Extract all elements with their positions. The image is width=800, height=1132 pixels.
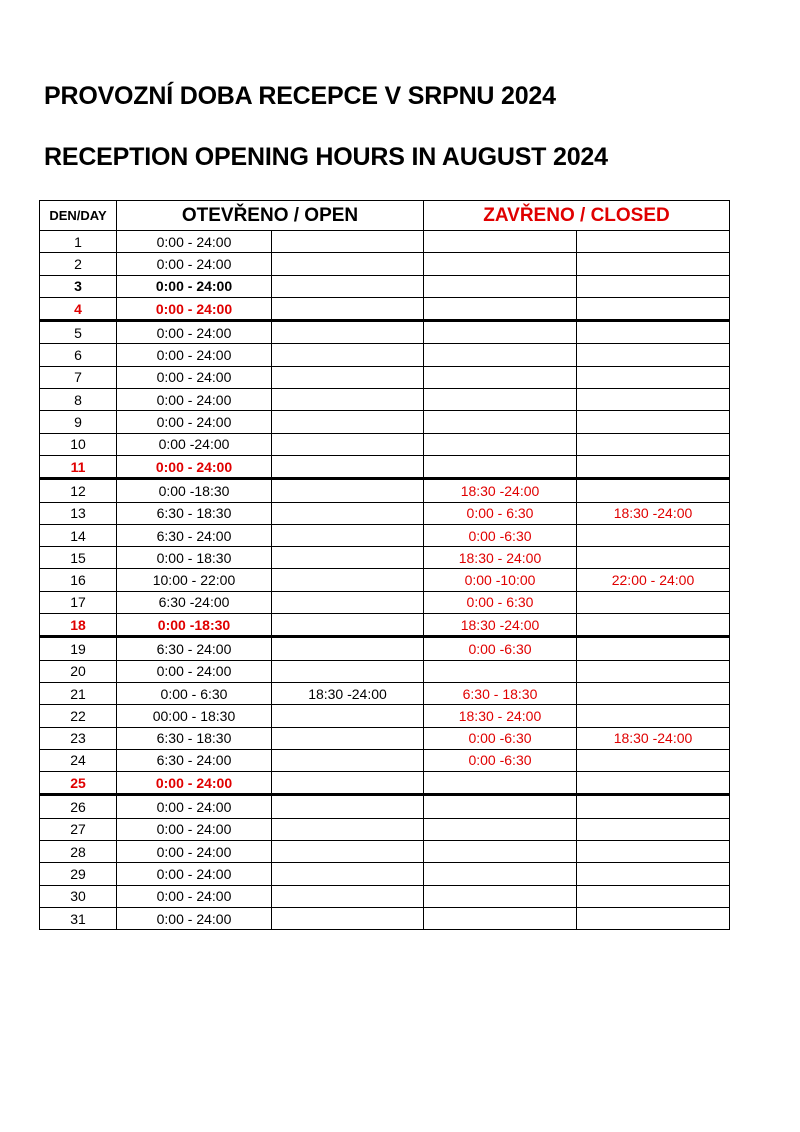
- table-header-row: [40, 201, 730, 231]
- day-cell: 25: [40, 772, 117, 795]
- open-hours-extra-cell: [272, 907, 424, 929]
- day-cell: 19: [40, 637, 117, 660]
- closed-hours-extra-cell: [577, 547, 730, 569]
- open-hours-cell: 0:00 -18:30: [117, 479, 272, 502]
- open-hours-extra-cell: [272, 841, 424, 863]
- open-hours-extra-cell: [272, 569, 424, 591]
- day-cell: 2: [40, 253, 117, 275]
- open-hours-cell: 0:00 - 24:00: [117, 885, 272, 907]
- closed-hours-cell: [424, 660, 577, 682]
- table-row: [40, 569, 730, 591]
- table-row: [40, 591, 730, 613]
- closed-hours-extra-cell: [577, 433, 730, 455]
- open-hours-cell: 0:00 -24:00: [117, 433, 272, 455]
- table-row: [40, 231, 730, 253]
- closed-hours-cell: [424, 231, 577, 253]
- closed-hours-extra-cell: [577, 389, 730, 411]
- table-row: [40, 637, 730, 660]
- closed-hours-cell: [424, 795, 577, 818]
- table-row: [40, 682, 730, 704]
- day-cell: 3: [40, 275, 117, 297]
- closed-hours-extra-cell: [577, 321, 730, 344]
- open-hours-extra-cell: [272, 502, 424, 524]
- closed-hours-extra-cell: [577, 275, 730, 297]
- closed-hours-extra-cell: [577, 841, 730, 863]
- open-hours-extra-cell: [272, 366, 424, 388]
- open-hours-extra-cell: [272, 433, 424, 455]
- table-row: [40, 885, 730, 907]
- closed-hours-extra-cell: [577, 749, 730, 771]
- open-hours-cell: 0:00 - 24:00: [117, 863, 272, 885]
- closed-hours-cell: 18:30 - 24:00: [424, 547, 577, 569]
- closed-hours-extra-cell: [577, 344, 730, 366]
- closed-hours-extra-cell: [577, 231, 730, 253]
- closed-hours-extra-cell: [577, 253, 730, 275]
- open-hours-extra-cell: [272, 591, 424, 613]
- closed-hours-extra-cell: [577, 907, 730, 929]
- open-hours-extra-cell: [272, 321, 424, 344]
- open-hours-extra-cell: [272, 705, 424, 727]
- day-cell: 12: [40, 479, 117, 502]
- open-hours-cell: 0:00 - 6:30: [117, 682, 272, 704]
- table-row: [40, 818, 730, 840]
- closed-hours-cell: [424, 275, 577, 297]
- open-hours-extra-cell: [272, 479, 424, 502]
- day-cell: 31: [40, 907, 117, 929]
- table-row: [40, 502, 730, 524]
- day-cell: 7: [40, 366, 117, 388]
- closed-hours-extra-cell: [577, 772, 730, 795]
- closed-hours-cell: [424, 455, 577, 478]
- day-column-header: DEN/DAY: [40, 201, 117, 231]
- table-row: [40, 727, 730, 749]
- day-cell: 13: [40, 502, 117, 524]
- open-hours-cell: 0:00 -18:30: [117, 614, 272, 637]
- table-row: [40, 660, 730, 682]
- open-hours-extra-cell: [272, 727, 424, 749]
- table-row: [40, 772, 730, 795]
- open-hours-cell: 10:00 - 22:00: [117, 569, 272, 591]
- closed-hours-cell: 0:00 - 6:30: [424, 591, 577, 613]
- open-hours-cell: 0:00 - 24:00: [117, 455, 272, 478]
- open-hours-cell: 6:30 -24:00: [117, 591, 272, 613]
- open-hours-cell: 6:30 - 18:30: [117, 727, 272, 749]
- table-row: [40, 344, 730, 366]
- closed-column-header: ZAVŘENO / CLOSED: [424, 201, 730, 231]
- closed-hours-extra-cell: [577, 682, 730, 704]
- open-hours-cell: 0:00 - 24:00: [117, 275, 272, 297]
- table-row: [40, 433, 730, 455]
- closed-hours-extra-cell: [577, 795, 730, 818]
- open-hours-cell: 0:00 - 24:00: [117, 344, 272, 366]
- closed-hours-extra-cell: [577, 455, 730, 478]
- closed-hours-cell: [424, 389, 577, 411]
- day-cell: 14: [40, 524, 117, 546]
- closed-hours-cell: [424, 818, 577, 840]
- table-row: [40, 547, 730, 569]
- open-hours-extra-cell: [272, 275, 424, 297]
- open-hours-extra-cell: [272, 524, 424, 546]
- closed-hours-extra-cell: 22:00 - 24:00: [577, 569, 730, 591]
- day-cell: 15: [40, 547, 117, 569]
- open-hours-extra-cell: [272, 411, 424, 433]
- table-row: [40, 749, 730, 771]
- closed-hours-cell: [424, 841, 577, 863]
- closed-hours-extra-cell: [577, 614, 730, 637]
- table-row: [40, 795, 730, 818]
- closed-hours-cell: 0:00 - 6:30: [424, 502, 577, 524]
- table-row: [40, 614, 730, 637]
- closed-hours-cell: 18:30 -24:00: [424, 614, 577, 637]
- day-cell: 8: [40, 389, 117, 411]
- open-hours-extra-cell: [272, 772, 424, 795]
- open-hours-extra-cell: [272, 795, 424, 818]
- table-row: [40, 275, 730, 297]
- closed-hours-cell: 18:30 -24:00: [424, 479, 577, 502]
- open-hours-extra-cell: [272, 818, 424, 840]
- open-hours-cell: 6:30 - 24:00: [117, 524, 272, 546]
- open-hours-cell: 0:00 - 24:00: [117, 231, 272, 253]
- open-hours-cell: 0:00 - 24:00: [117, 366, 272, 388]
- closed-hours-cell: 0:00 -6:30: [424, 637, 577, 660]
- closed-hours-extra-cell: [577, 297, 730, 320]
- open-hours-extra-cell: [272, 253, 424, 275]
- closed-hours-extra-cell: [577, 863, 730, 885]
- open-hours-cell: 0:00 - 24:00: [117, 389, 272, 411]
- closed-hours-extra-cell: [577, 411, 730, 433]
- day-cell: 10: [40, 433, 117, 455]
- open-hours-extra-cell: [272, 344, 424, 366]
- day-cell: 5: [40, 321, 117, 344]
- open-hours-extra-cell: [272, 614, 424, 637]
- closed-hours-cell: 18:30 - 24:00: [424, 705, 577, 727]
- closed-hours-cell: 0:00 -10:00: [424, 569, 577, 591]
- day-cell: 30: [40, 885, 117, 907]
- closed-hours-cell: [424, 366, 577, 388]
- table-row: [40, 841, 730, 863]
- open-hours-extra-cell: [272, 547, 424, 569]
- closed-hours-extra-cell: [577, 591, 730, 613]
- closed-hours-extra-cell: [577, 818, 730, 840]
- table-row: [40, 411, 730, 433]
- open-hours-extra-cell: [272, 863, 424, 885]
- open-hours-cell: 00:00 - 18:30: [117, 705, 272, 727]
- day-cell: 1: [40, 231, 117, 253]
- table-row: [40, 366, 730, 388]
- table-row: [40, 863, 730, 885]
- closed-hours-cell: [424, 433, 577, 455]
- day-cell: 21: [40, 682, 117, 704]
- closed-hours-cell: [424, 297, 577, 320]
- page-title-czech: PROVOZNÍ DOBA RECEPCE V SRPNU 2024: [44, 82, 556, 110]
- open-hours-cell: 0:00 - 24:00: [117, 818, 272, 840]
- open-hours-extra-cell: [272, 637, 424, 660]
- closed-hours-cell: [424, 907, 577, 929]
- open-column-header: OTEVŘENO / OPEN: [117, 201, 424, 231]
- open-hours-extra-cell: [272, 297, 424, 320]
- day-cell: 29: [40, 863, 117, 885]
- day-cell: 4: [40, 297, 117, 320]
- table-body: [40, 231, 730, 930]
- closed-hours-cell: 0:00 -6:30: [424, 749, 577, 771]
- closed-hours-extra-cell: [577, 885, 730, 907]
- day-cell: 23: [40, 727, 117, 749]
- open-hours-cell: 0:00 - 24:00: [117, 660, 272, 682]
- day-cell: 18: [40, 614, 117, 637]
- open-hours-cell: 6:30 - 24:00: [117, 637, 272, 660]
- open-hours-extra-cell: [272, 660, 424, 682]
- closed-hours-extra-cell: 18:30 -24:00: [577, 502, 730, 524]
- day-cell: 17: [40, 591, 117, 613]
- day-cell: 27: [40, 818, 117, 840]
- closed-hours-cell: [424, 321, 577, 344]
- closed-hours-extra-cell: [577, 660, 730, 682]
- table-row: [40, 705, 730, 727]
- closed-hours-extra-cell: [577, 524, 730, 546]
- page-title-english: RECEPTION OPENING HOURS IN AUGUST 2024: [44, 143, 608, 171]
- open-hours-cell: 6:30 - 24:00: [117, 749, 272, 771]
- table-row: [40, 455, 730, 478]
- day-cell: 16: [40, 569, 117, 591]
- open-hours-cell: 0:00 - 24:00: [117, 772, 272, 795]
- closed-hours-cell: 6:30 - 18:30: [424, 682, 577, 704]
- closed-hours-extra-cell: [577, 479, 730, 502]
- closed-hours-extra-cell: 18:30 -24:00: [577, 727, 730, 749]
- open-hours-extra-cell: 18:30 -24:00: [272, 682, 424, 704]
- closed-hours-cell: 0:00 -6:30: [424, 727, 577, 749]
- open-hours-cell: 0:00 - 24:00: [117, 297, 272, 320]
- table-row: [40, 907, 730, 929]
- open-hours-cell: 0:00 - 18:30: [117, 547, 272, 569]
- open-hours-cell: 0:00 - 24:00: [117, 253, 272, 275]
- table-row: [40, 321, 730, 344]
- closed-hours-extra-cell: [577, 705, 730, 727]
- day-cell: 20: [40, 660, 117, 682]
- open-hours-cell: 0:00 - 24:00: [117, 907, 272, 929]
- open-hours-extra-cell: [272, 455, 424, 478]
- closed-hours-cell: [424, 411, 577, 433]
- closed-hours-cell: [424, 885, 577, 907]
- day-cell: 11: [40, 455, 117, 478]
- open-hours-cell: 0:00 - 24:00: [117, 411, 272, 433]
- table-row: [40, 297, 730, 320]
- closed-hours-cell: 0:00 -6:30: [424, 524, 577, 546]
- open-hours-extra-cell: [272, 389, 424, 411]
- closed-hours-cell: [424, 863, 577, 885]
- table-row: [40, 253, 730, 275]
- open-hours-cell: 0:00 - 24:00: [117, 321, 272, 344]
- opening-hours-table: [39, 200, 730, 930]
- open-hours-cell: 0:00 - 24:00: [117, 795, 272, 818]
- closed-hours-cell: [424, 344, 577, 366]
- closed-hours-cell: [424, 253, 577, 275]
- table-row: [40, 524, 730, 546]
- day-cell: 28: [40, 841, 117, 863]
- open-hours-extra-cell: [272, 749, 424, 771]
- open-hours-cell: 0:00 - 24:00: [117, 841, 272, 863]
- table-row: [40, 389, 730, 411]
- day-cell: 9: [40, 411, 117, 433]
- closed-hours-extra-cell: [577, 637, 730, 660]
- day-cell: 6: [40, 344, 117, 366]
- day-cell: 22: [40, 705, 117, 727]
- day-cell: 26: [40, 795, 117, 818]
- day-cell: 24: [40, 749, 117, 771]
- closed-hours-extra-cell: [577, 366, 730, 388]
- open-hours-cell: 6:30 - 18:30: [117, 502, 272, 524]
- table-row: [40, 479, 730, 502]
- open-hours-extra-cell: [272, 231, 424, 253]
- closed-hours-cell: [424, 772, 577, 795]
- open-hours-extra-cell: [272, 885, 424, 907]
